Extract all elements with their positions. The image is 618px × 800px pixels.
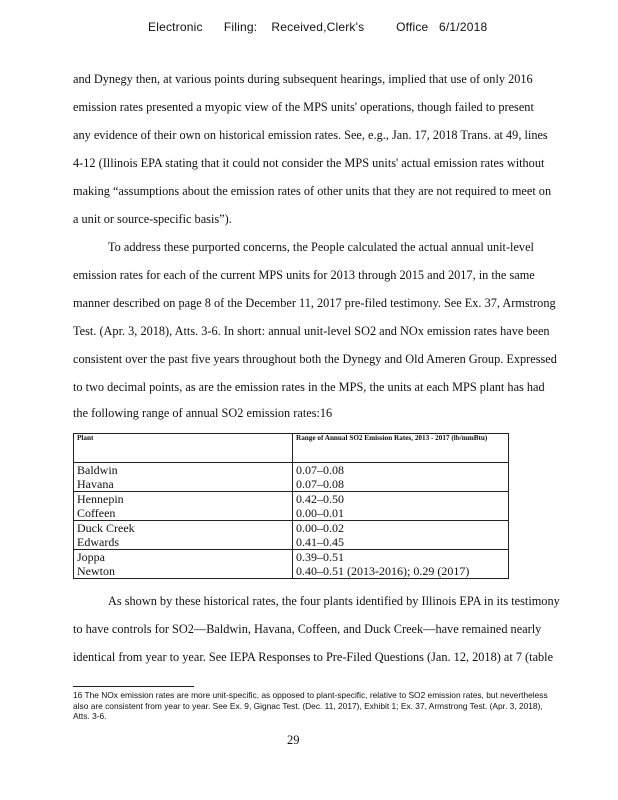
- table-row: [74, 477, 509, 492]
- filing-header: Electronic Filing: Received,Clerk's Office 6/1/2018: [148, 20, 488, 34]
- text-line: Test. (Apr. 3, 2018), Atts. 3-6. In short: annual unit-level SO2 and NOx emission rates have been: [73, 324, 550, 338]
- range-cell: 0.07–0.08: [293, 477, 509, 492]
- plant-cell: Duck Creek: [74, 521, 293, 536]
- range-cell: 0.42–0.50: [293, 492, 509, 507]
- plant-cell: Edwards: [74, 535, 293, 550]
- table-row: [74, 521, 509, 536]
- plant-cell: Joppa: [74, 550, 293, 565]
- table-row: [74, 492, 509, 507]
- range-cell: 0.07–0.08: [293, 463, 509, 478]
- range-column-header: Range of Annual SO2 Emission Rates, 2013 - 2017 (lb/mmBtu): [293, 434, 509, 463]
- range-cell: 0.41–0.45: [293, 535, 509, 550]
- text-line: consistent over the past five years throughout both the Dynegy and Old Ameren Group. Expressed: [73, 352, 557, 366]
- table-row: [74, 550, 509, 565]
- text-line: identical from year to year. See IEPA Responses to Pre-Filed Questions (Jan. 12, 2018) at 7 (table: [73, 650, 554, 664]
- emission-rates-table: [73, 433, 509, 579]
- range-cell: 0.39–0.51: [293, 550, 509, 565]
- text-line: and Dynegy then, at various points during subsequent hearings, implied that use of only 2016: [73, 72, 533, 86]
- text-line: To address these purported concerns, the People calculated the actual annual unit-level: [108, 240, 534, 254]
- table-row: [74, 506, 509, 521]
- footnote: 16 The NOx emission rates are more unit-specific, as opposed to plant-specific, relative to SO2 emission rates, but nevertheless also are consistent from year to year. See Ex. 9, Gignac Test. (Dec. 11, 2017), Exhibit 1; Ex. 37, Armstrong Test. (Apr. 3, 2018), Atts. 3-6.: [73, 690, 548, 722]
- text-line: 4-12 (Illinois EPA stating that it could not consider the MPS units' actual emission rates without: [73, 156, 545, 170]
- text-line: to have controls for SO2—Baldwin, Havana, Coffeen, and Duck Creek—have remained nearly: [73, 622, 542, 636]
- page-number: 29: [287, 733, 300, 747]
- text-line: emission rates presented a myopic view of the MPS units' operations, though failed to present: [73, 100, 534, 114]
- range-cell: 0.00–0.01: [293, 506, 509, 521]
- text-line: any evidence of their own on historical emission rates. See, e.g., Jan. 17, 2018 Trans. at 49, lines: [73, 128, 548, 142]
- table-row: [74, 463, 509, 478]
- table-row: [74, 564, 509, 579]
- plant-cell: Havana: [74, 477, 293, 492]
- range-cell: 0.40–0.51 (2013-2016); 0.29 (2017): [293, 564, 509, 579]
- text-line: emission rates for each of the current MPS units for 2013 through 2015 and 2017, in the same: [73, 268, 535, 282]
- text-line: manner described on page 8 of the December 11, 2017 pre-filed testimony. See Ex. 37, Armstrong: [73, 296, 556, 310]
- table-header-row: [74, 434, 509, 463]
- text-line: making “assumptions about the emission rates of other units that they are not required to meet on: [73, 184, 552, 198]
- plant-column-header: Plant: [74, 434, 293, 463]
- footnote-divider: [73, 686, 194, 687]
- range-cell: 0.00–0.02: [293, 521, 509, 536]
- plant-cell: Coffeen: [74, 506, 293, 521]
- plant-cell: Hennepin: [74, 492, 293, 507]
- text-line: As shown by these historical rates, the four plants identified by Illinois EPA in its testimony: [108, 594, 560, 608]
- text-line: the following range of annual SO2 emission rates:16: [73, 406, 333, 420]
- plant-cell: Newton: [74, 564, 293, 579]
- text-line: a unit or source-specific basis”).: [73, 212, 232, 226]
- table-row: [74, 535, 509, 550]
- plant-cell: Baldwin: [74, 463, 293, 478]
- text-line: to two decimal points, as are the emission rates in the MPS, the units at each MPS plant has had: [73, 380, 545, 394]
